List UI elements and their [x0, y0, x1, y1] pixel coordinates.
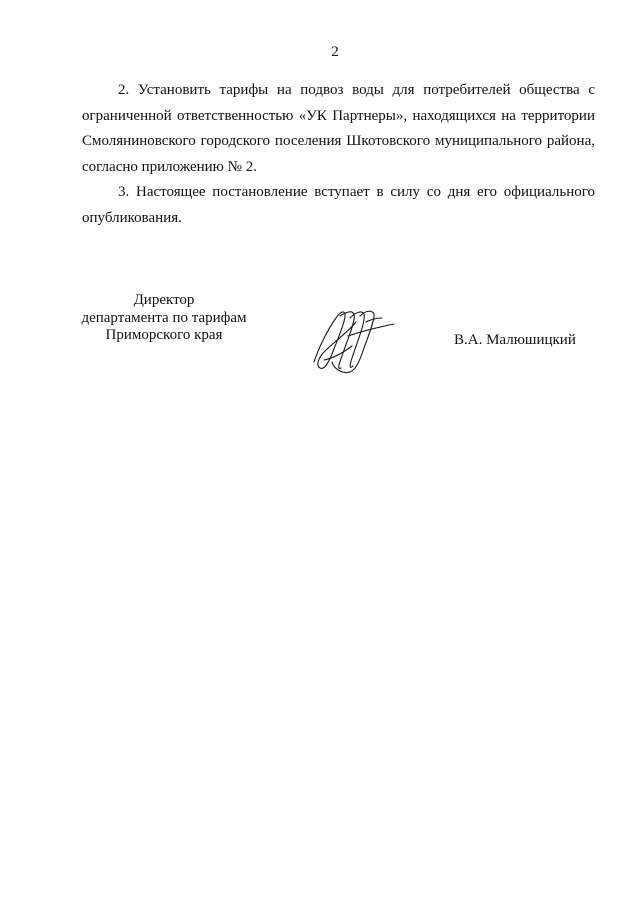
signer-position-line: Директор — [133, 292, 195, 308]
signer-position — [76, 292, 252, 345]
signer-position-line: департамента по тарифам — [81, 309, 247, 326]
signer-name: В.А. Малюшицкий — [454, 332, 576, 348]
handwritten-signature — [304, 302, 400, 376]
signer-position-line: Приморского края — [105, 327, 223, 343]
paragraph-item-2: 2. Установить тарифы на подвоз воды для потребителей общества с ограниченной ответственностью «УК Партнеры», находящихся на территории Смоляниновского городского поселения Шкотовского муниципального района, согласно приложению № 2. — [82, 82, 595, 175]
page-number: 2 — [331, 44, 339, 60]
paragraph-item-3: 3. Настоящее постановление вступает в силу со дня его официального опубликования. — [82, 184, 595, 226]
